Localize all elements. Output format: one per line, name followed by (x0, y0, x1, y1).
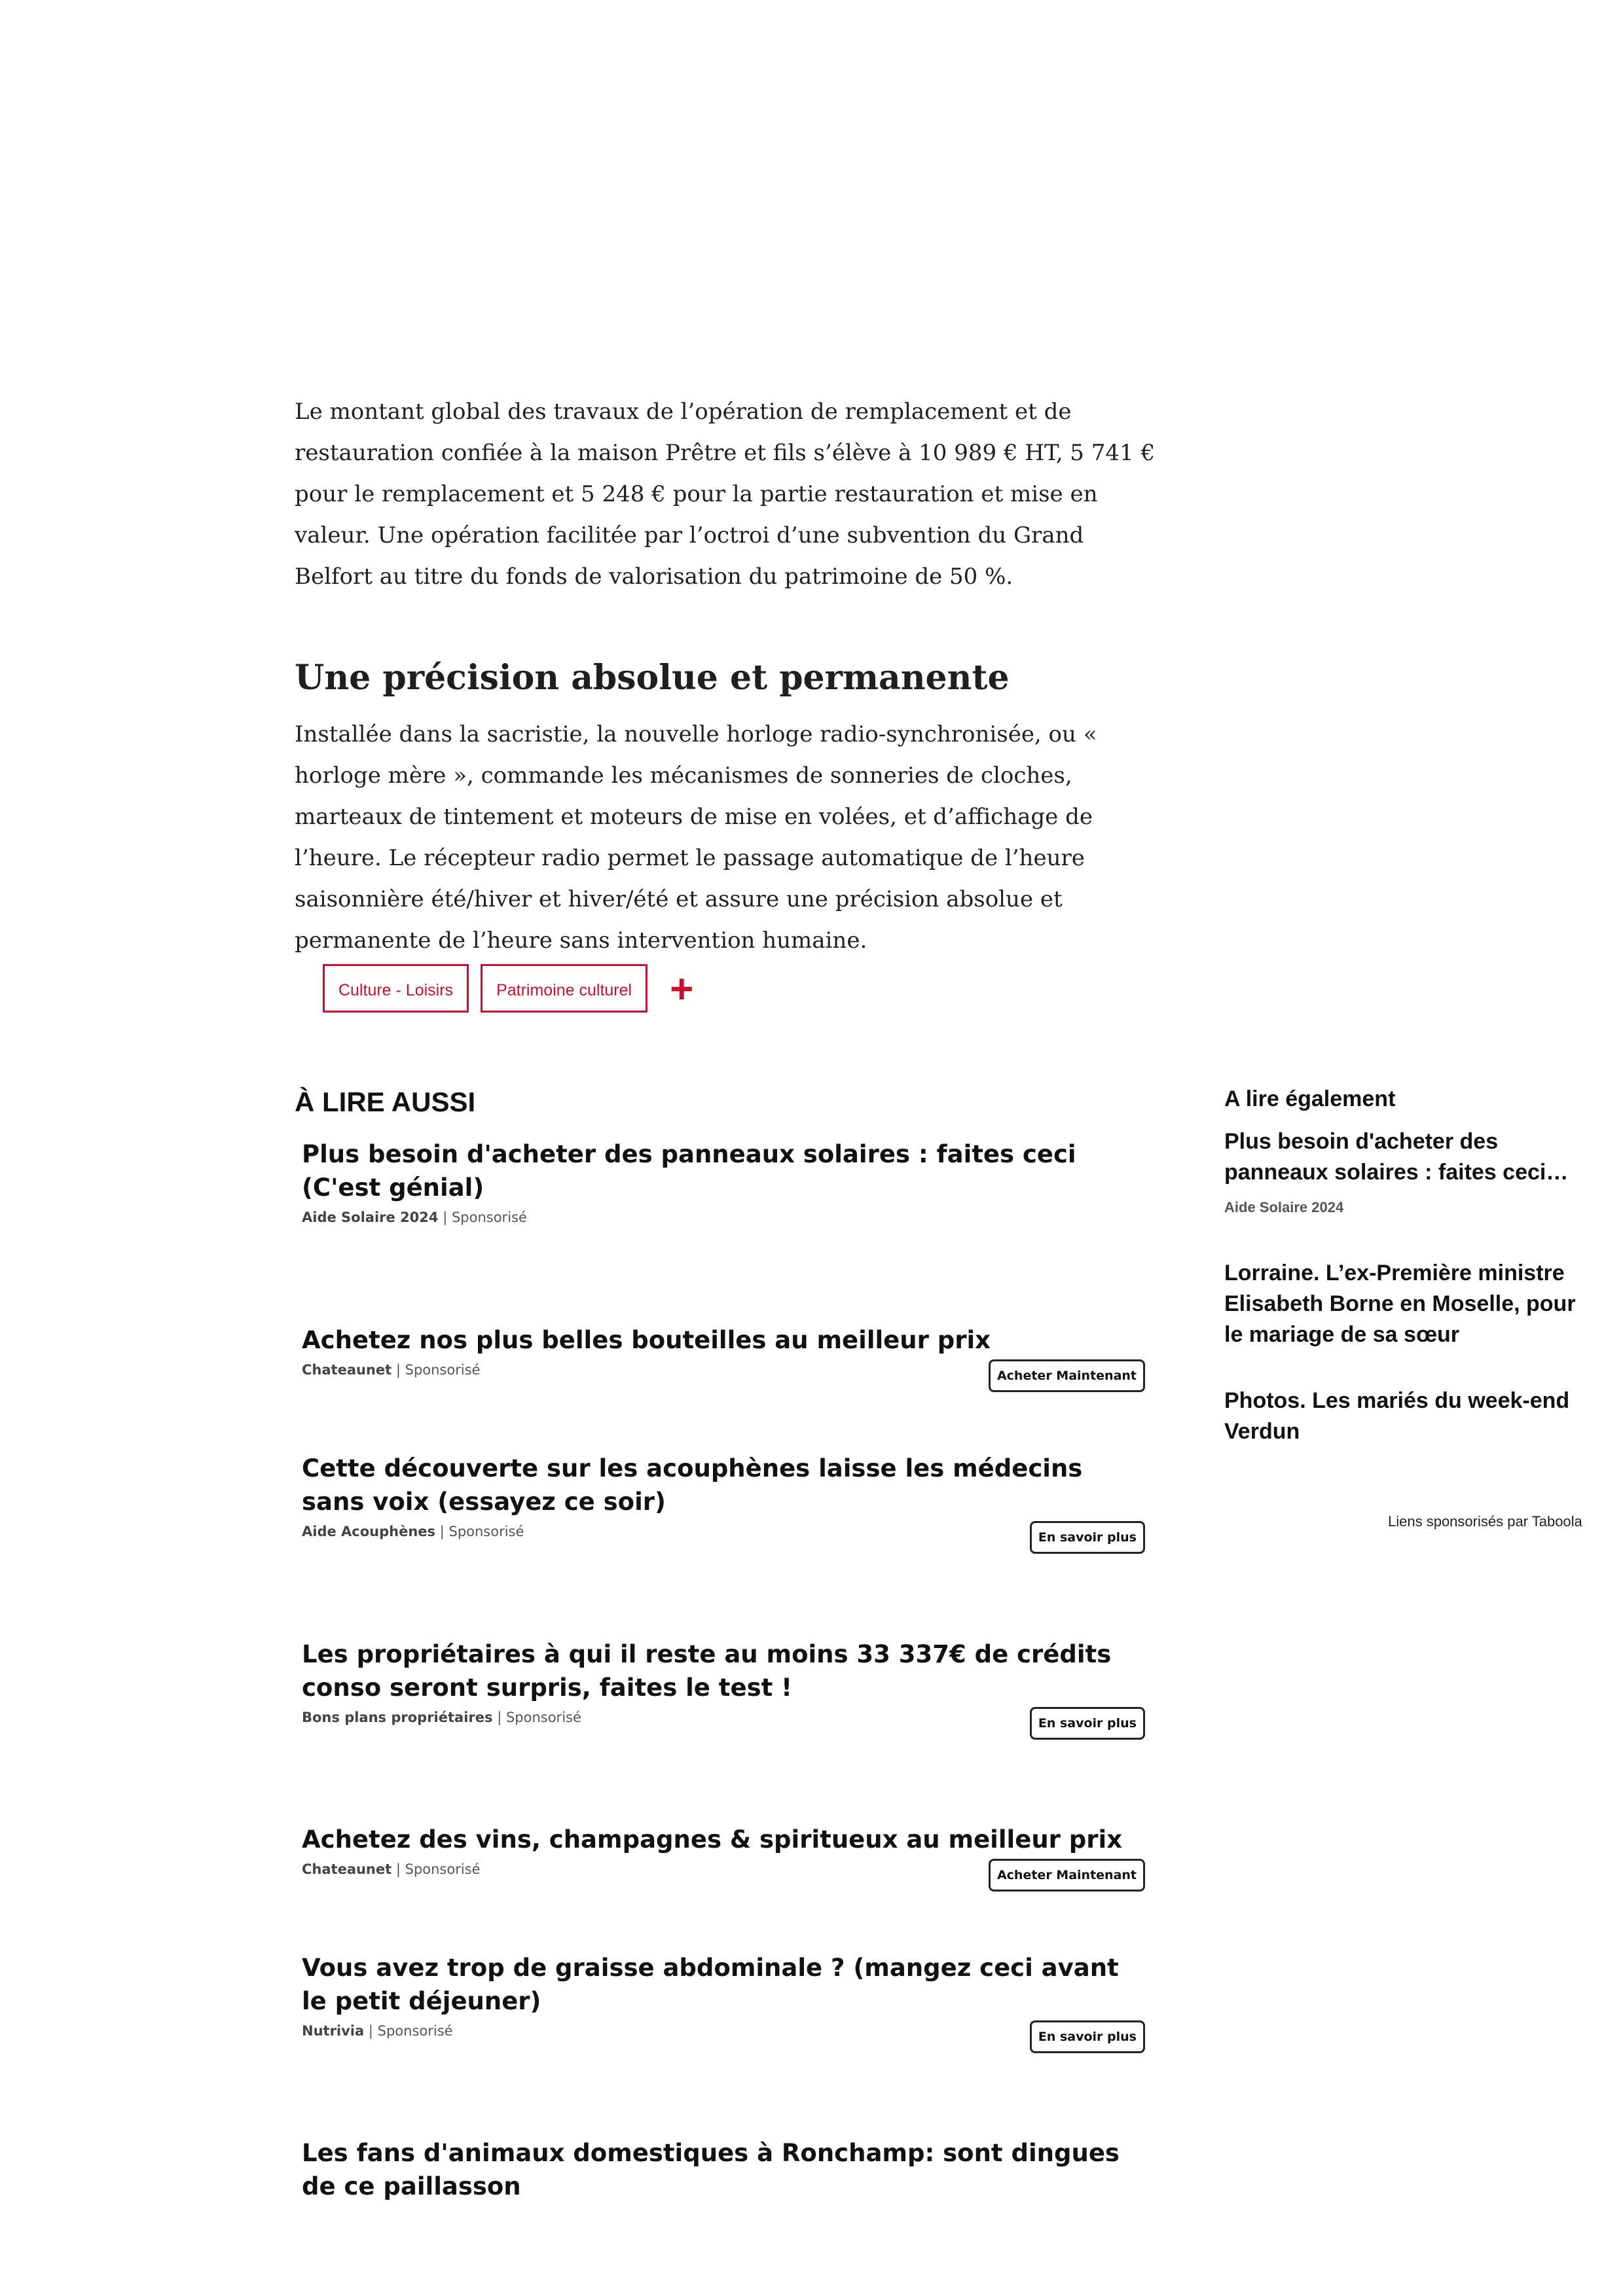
sidebar-link-line[interactable]: Photos. Les mariés du week-end (1224, 1388, 1570, 1413)
sidebar-link-line[interactable]: le mariage de sa sœur (1224, 1322, 1460, 1347)
cta-button[interactable]: En savoir plus (1030, 1707, 1145, 1740)
tag-culture-loisirs[interactable]: Culture - Loisirs (323, 964, 469, 1013)
sponsored-item[interactable] (302, 1138, 1145, 1225)
article-body (295, 391, 1159, 961)
sidebar-link[interactable] (1224, 1386, 1570, 1447)
cta-button[interactable]: En savoir plus (1030, 1521, 1145, 1554)
sponsored-meta: Aide Acouphènes | Sponsorisé (302, 1524, 524, 1539)
article-subheading: Une précision absolue et permanente (295, 658, 1010, 698)
sponsor-brand: Bons plans propriétaires (302, 1710, 493, 1725)
sidebar-link-line[interactable]: Plus besoin d'acheter des (1224, 1129, 1499, 1154)
sponsored-links-credit[interactable]: Liens sponsorisés par Taboola (1388, 1513, 1582, 1530)
read-also-title: À LIRE AUSSI (295, 1086, 476, 1117)
sponsored-label: Sponsorisé (451, 1210, 527, 1225)
sponsored-item[interactable] (302, 1638, 1145, 1731)
sponsored-title[interactable]: Plus besoin d'acheter des panneaux solaires : faites ceci (C'est génial) (302, 1140, 1076, 1202)
sponsor-brand: Chateaunet (302, 1362, 392, 1378)
sidebar-link-line[interactable]: Elisabeth Borne en Moselle, pour (1224, 1291, 1576, 1316)
cta-button[interactable]: Acheter Maintenant (989, 1359, 1145, 1392)
sponsored-title[interactable]: Les propriétaires à qui il reste au moins 33 337€ de crédits conso seront surpris, faites le test ! (302, 1640, 1112, 1702)
sponsor-brand: Aide Solaire 2024 (302, 1210, 439, 1225)
sponsored-title[interactable]: Les fans d'animaux domestiques à Ronchamp: sont dingues de ce paillasson (302, 2139, 1120, 2200)
sponsored-title[interactable]: Cette découverte sur les acouphènes laisse les médecins sans voix (essayez ce soir) (302, 1454, 1083, 1516)
sponsor-brand: Chateaunet (302, 1861, 392, 1877)
sidebar-link[interactable] (1224, 1126, 1569, 1223)
sponsored-meta: Aide Solaire 2024 | Sponsorisé (302, 1210, 527, 1225)
sponsored-item[interactable] (302, 1452, 1145, 1545)
sponsored-label: Sponsorisé (505, 1710, 581, 1725)
article-paragraph: Le montant global des travaux de l’opération de remplacement et de restauration confiée à la maison Prêtre et fils s’élève à 10 989 € HT, 5 741 € pour le remplacement et 5 248 € pour la partie restauration et mise en valeur. Une opération facilitée par l’octroi d’une subvention du Grand Belfort au titre du fonds de valorisation du patrimoine de 50 %. (295, 399, 1156, 590)
sponsored-item[interactable] (302, 1823, 1145, 1882)
sponsored-title[interactable]: Vous avez trop de graisse abdominale ? (mangez ceci avant le petit déjeuner) (302, 1954, 1119, 2015)
sponsored-label: Sponsorisé (377, 2023, 453, 2039)
sidebar-link-meta: Aide Solaire 2024 (1224, 1199, 1344, 1215)
sidebar-link-line[interactable]: Lorraine. L’ex-Première ministre (1224, 1261, 1565, 1285)
sponsored-item[interactable] (302, 1323, 1145, 1383)
sponsored-label: Sponsorisé (405, 1362, 481, 1378)
sponsored-label: Sponsorisé (405, 1861, 481, 1877)
sidebar-link-line[interactable]: panneaux solaires : faites ceci… (1224, 1160, 1569, 1185)
sponsored-label: Sponsorisé (448, 1524, 524, 1539)
sponsored-item[interactable] (302, 1951, 1145, 2044)
tag-patrimoine-culturel[interactable]: Patrimoine culturel (481, 964, 647, 1013)
sponsored-meta: Chateaunet | Sponsorisé (302, 1861, 481, 1877)
sidebar-link-line[interactable]: Verdun (1224, 1419, 1300, 1444)
sponsored-meta: Nutrivia | Sponsorisé (302, 2023, 453, 2039)
plus-icon[interactable]: + (670, 967, 694, 1012)
sponsored-title[interactable]: Achetez des vins, champagnes & spiritueux au meilleur prix (302, 1825, 1123, 1854)
sponsored-title[interactable]: Achetez nos plus belles bouteilles au meilleur prix (302, 1326, 991, 1354)
sponsored-meta: Bons plans propriétaires | Sponsorisé (302, 1710, 581, 1725)
sponsored-meta: Chateaunet | Sponsorisé (302, 1362, 481, 1378)
sidebar-link[interactable] (1224, 1258, 1576, 1350)
cta-button[interactable]: Acheter Maintenant (989, 1859, 1145, 1892)
sponsored-item[interactable] (302, 2136, 1145, 2203)
sponsor-brand: Aide Acouphènes (302, 1524, 436, 1539)
article-tags (323, 964, 693, 1013)
sponsor-brand: Nutrivia (302, 2023, 365, 2039)
cta-button[interactable]: En savoir plus (1030, 2020, 1145, 2053)
article-paragraph: Installée dans la sacristie, la nouvelle horloge radio-synchronisée, ou « horloge mère », commande les mécanismes de sonneries de cloches, marteaux de tintement et moteurs de mise en volées, et d’affichage de l’heure. Le récepteur radio permet le passage automatique de l’heure saisonnière été/hiver et hiver/été et assure une précision absolue et permanente de l’heure sans intervention humaine. (295, 721, 1097, 954)
sidebar-read-also (1224, 1086, 1576, 1447)
sidebar-title: A lire également (1224, 1086, 1396, 1111)
